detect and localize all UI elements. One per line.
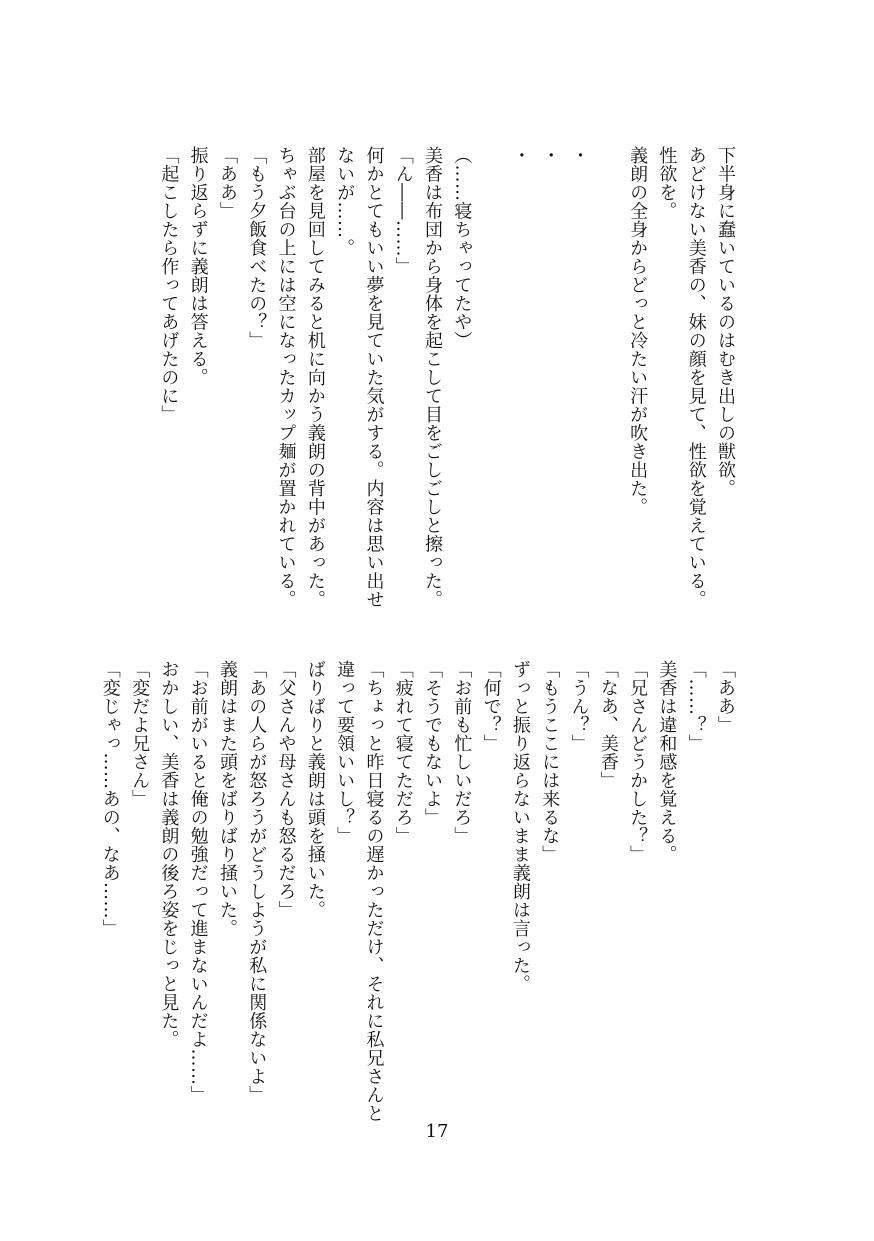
bottom-text-line: 「兄さんどうかした？」 <box>627 660 649 864</box>
bottom-text-line: 「うん？」 <box>568 660 590 753</box>
bottom-text-line: 「ちょっと昨日寝るの遅かっただけ、それに私兄さんと <box>363 660 385 1123</box>
top-text-line: ないが……。 <box>334 146 356 257</box>
top-text-line: ・ <box>568 146 590 165</box>
top-text-line: 「もう夕飯食べたの？」 <box>246 146 268 350</box>
bottom-text-line: 「疲れて寝てただろ」 <box>392 660 414 845</box>
bottom-text-line: 「変じゃっ……あの、なあ……」 <box>99 660 121 938</box>
bottom-text-line: 美香は違和感を覚える。 <box>656 660 678 864</box>
top-text-line: 「ん――……」 <box>392 146 414 276</box>
bottom-text-line: ばりばりと義朗は頭を掻いた。 <box>304 660 326 919</box>
bottom-text-line: 「ああ」 <box>715 660 736 734</box>
bottom-text-column <box>95 660 740 1123</box>
bottom-text-line: 「変だよ兄さん」 <box>129 660 151 808</box>
bottom-text-line: 「お前がいると俺の勉強だって進まないんだよ……」 <box>187 660 209 1104</box>
top-text-line: ・ <box>539 146 561 165</box>
bottom-text-line: 「もうここには来るな」 <box>539 660 561 864</box>
bottom-text-line: 「お前も忙しいだろ」 <box>451 660 473 845</box>
bottom-text-line: 「あの人らが怒ろうがどうしようが私に関係ないよ」 <box>246 660 268 1104</box>
bottom-text-line: 「なあ、美香」 <box>597 660 619 790</box>
top-text-line: 義朗の全身からどっと冷たい汗が吹き出た。 <box>627 146 649 516</box>
top-text-line: ・ <box>509 146 531 165</box>
bottom-text-line: 「何で？」 <box>480 660 502 753</box>
top-text-line <box>476 146 505 606</box>
bottom-text-line: 違って要領いいし？」 <box>334 660 356 845</box>
top-text-line: 何かとてもいい夢を見ていた気がする。内容は思い出せ <box>363 146 385 609</box>
bottom-text-line: 「そうでもないよ」 <box>422 660 444 827</box>
top-text-line: 振り返らずに義朗は答える。 <box>187 146 209 387</box>
top-text-line: 性欲を。 <box>656 146 678 220</box>
top-text-line: 「起こしたら作ってあげたのに」 <box>158 146 180 424</box>
top-text-line: 美香は布団から身体を起こして目をごしごしと擦った。 <box>422 146 444 609</box>
top-text-line: 下半身に蠢いているのはむき出しの獣欲。 <box>715 146 736 498</box>
top-text-line: あどけない美香の、妹の顔を見て、性欲を覚えている。 <box>685 146 707 609</box>
bottom-text-line: 義朗はまた頭をばりばり掻いた。 <box>216 660 238 938</box>
top-text-column <box>154 146 740 609</box>
bottom-text-line: 「……？」 <box>685 660 707 753</box>
bottom-text-line: おかしい、美香は義朗の後ろ姿をじっと見た。 <box>158 660 180 1049</box>
bottom-text-line: ずっと振り返らないまま義朗は言った。 <box>509 660 531 993</box>
top-text-line: （……寝ちゃってたや） <box>451 146 473 350</box>
top-text-line: 「ああ」 <box>216 146 238 220</box>
top-text-line: ちゃぶ台の上には空になったカップ麺が置かれている。 <box>275 146 297 609</box>
top-text-line <box>594 146 623 606</box>
top-text-line: 部屋を見回してみると机に向かう義朗の背中があった。 <box>304 146 326 609</box>
bottom-text-line: 「父さんや母さんも怒るだろ」 <box>275 660 297 919</box>
page-number: 17 <box>425 1121 449 1142</box>
